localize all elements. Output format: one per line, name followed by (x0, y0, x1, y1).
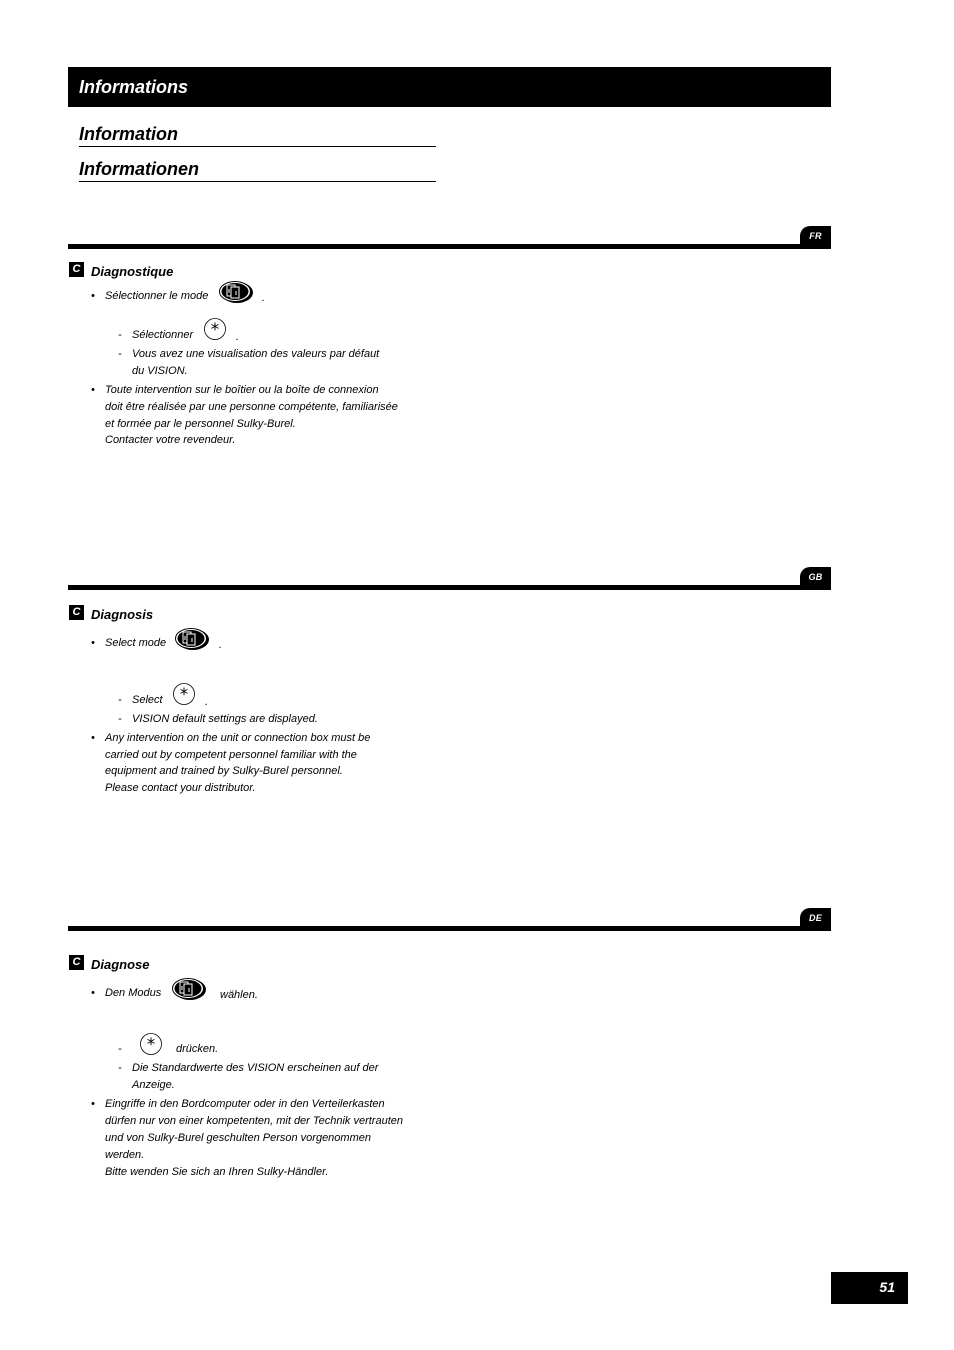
warning-line: Any intervention on the unit or connection box must be (105, 732, 371, 744)
warning-line: carried out by competent personnel familiar with the (105, 749, 357, 761)
select-text: Sélectionner (132, 329, 194, 341)
warning-line: Bitte wenden Sie sich an Ihren Sulky-Händler. (105, 1166, 329, 1178)
select-end: . (205, 696, 209, 708)
bullet: • (91, 290, 95, 302)
diagnostic-mode-icon (171, 977, 207, 1001)
warning-line: und von Sulky-Burel geschulten Person vorgenommen (105, 1132, 371, 1144)
warning-line: Please contact your distributor. (105, 782, 256, 794)
section-rule-de (68, 926, 831, 931)
diagnostic-mode-icon (174, 627, 210, 651)
bullet: • (91, 987, 95, 999)
dash: - (118, 329, 122, 341)
warning-line: doit être réalisée par une personne compétente, familiarisée (105, 401, 398, 413)
select-mode-end: wählen. (220, 989, 258, 1001)
star-key-icon (172, 682, 196, 706)
bullet: • (91, 637, 95, 649)
select-mode-end: . (262, 292, 266, 304)
bullet: • (91, 732, 95, 744)
section-rule-gb (68, 585, 831, 590)
select-text: Select (132, 694, 163, 706)
bullet: • (91, 1098, 95, 1110)
select-mode-text: Select mode (105, 637, 167, 649)
section-letter-fr: C (69, 262, 84, 277)
default-values-line: du VISION. (132, 365, 188, 377)
dash: - (118, 713, 122, 725)
section-title-gb: Diagnosis (91, 607, 154, 622)
warning-line: et formée par le personnel Sulky-Burel. (105, 418, 296, 430)
section-title-fr: Diagnostique (91, 264, 174, 279)
default-values-line: Die Standardwerte des VISION erscheinen auf der (132, 1062, 379, 1074)
svg-text:*: * (179, 685, 189, 705)
default-values-line: Vous avez une visualisation des valeurs par défaut (132, 348, 380, 360)
warning-line: werden. (105, 1149, 145, 1161)
select-end: . (236, 331, 240, 343)
section-letter-de: C (69, 955, 84, 970)
warning-line: dürfen nur von einer kompetenten, mit der Technik vertrauten (105, 1115, 403, 1127)
select-mode-text: Den Modus (105, 987, 162, 999)
bullet: • (91, 384, 95, 396)
page-number: 51 (831, 1272, 908, 1304)
subtitle-en: Information (79, 123, 436, 147)
lang-tab-fr: FR (800, 226, 831, 246)
section-title-de: Diagnose (91, 957, 150, 972)
section-letter-gb: C (69, 605, 84, 620)
dash: - (118, 1043, 122, 1055)
diagnostic-mode-icon (218, 280, 254, 304)
star-key-icon (203, 317, 227, 341)
subtitle-de: Informationen (79, 158, 436, 182)
warning-line: equipment and trained by Sulky-Burel personnel. (105, 765, 343, 777)
section-rule-fr (68, 244, 831, 249)
svg-text:*: * (210, 320, 220, 340)
select-mode-text: Sélectionner le mode (105, 290, 209, 302)
warning-line: Contacter votre revendeur. (105, 434, 236, 446)
lang-tab-gb: GB (800, 567, 831, 587)
select-end: drücken. (176, 1043, 219, 1055)
default-values-line: Anzeige. (132, 1079, 175, 1091)
default-values-line: VISION default settings are displayed. (132, 713, 318, 725)
header-bar (68, 67, 831, 107)
warning-line: Eingriffe in den Bordcomputer oder in den Verteilerkasten (105, 1098, 385, 1110)
dash: - (118, 694, 122, 706)
star-key-icon (139, 1032, 163, 1056)
select-mode-end: . (219, 639, 223, 651)
warning-line: Toute intervention sur le boîtier ou la boîte de connexion (105, 384, 379, 396)
svg-text:*: * (146, 1035, 156, 1055)
dash: - (118, 1062, 122, 1074)
dash: - (118, 348, 122, 360)
lang-tab-de: DE (800, 908, 831, 928)
page-title: Informations (79, 77, 189, 97)
